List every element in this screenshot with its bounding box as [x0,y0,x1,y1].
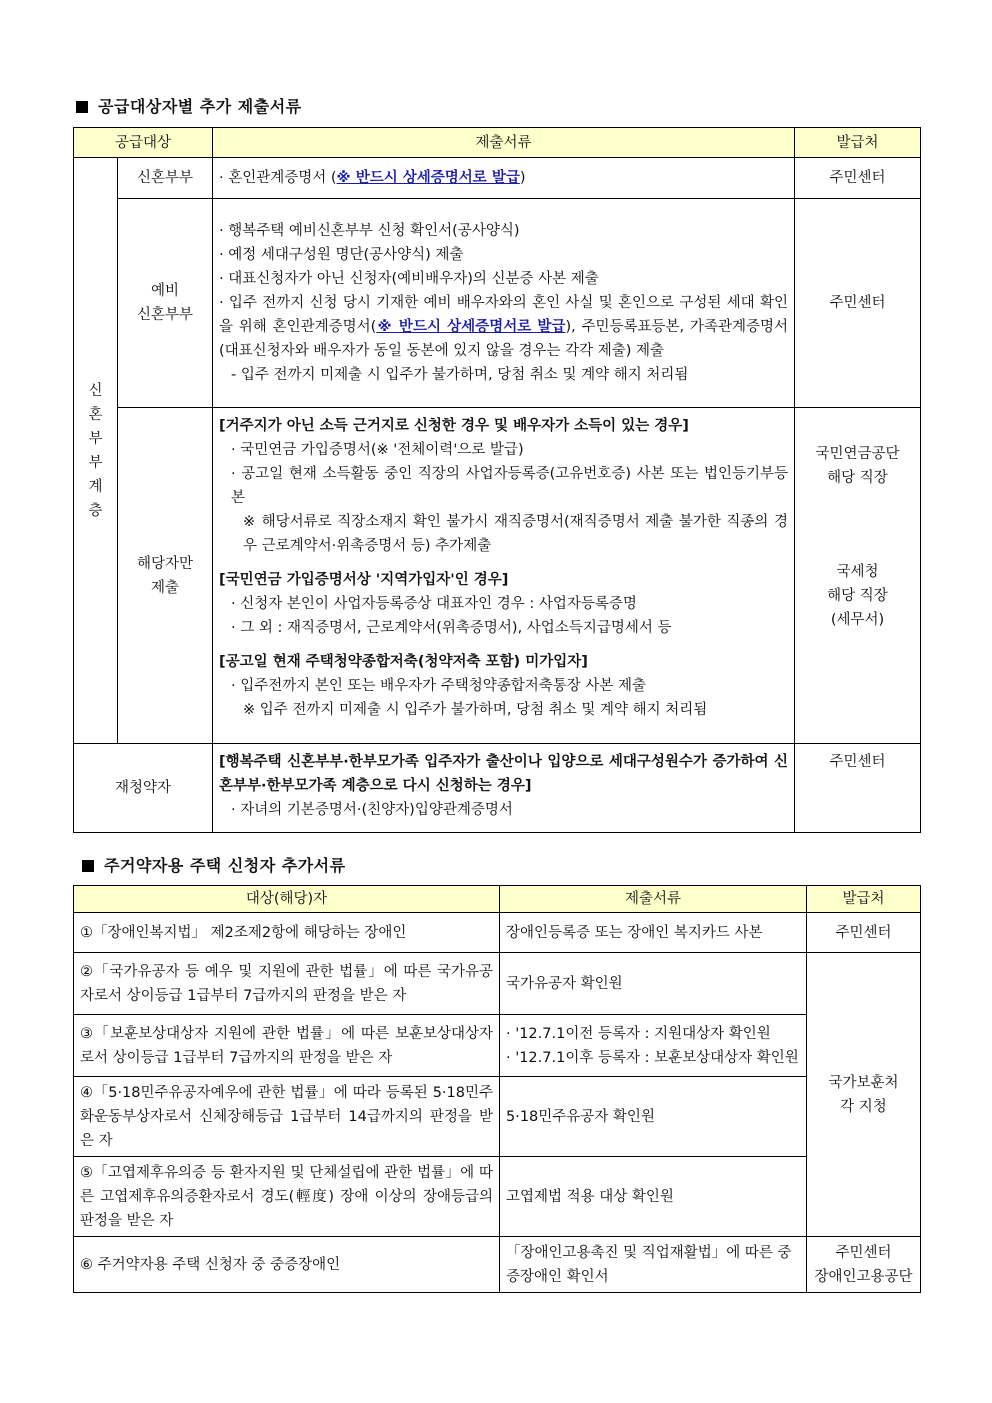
section1-heading [76,94,302,117]
square-bullet-icon [82,860,94,872]
label-applicable: 해당자만 제출 [118,408,213,744]
section2-heading [82,853,346,876]
section1-title: 공급대상자별 추가 제출서류 [98,97,302,116]
issuer-reapply: 주민센터 [795,744,921,833]
docs-newlywed: · 혼인관계증명서 (※ 반드시 상세증명서로 발급) [213,158,795,199]
header-issuer: 발급처 [795,128,921,158]
table-row: ①「장애인복지법」 제2조제2항에 해당하는 장애인 장애인등록증 또는 장애인 복지카드 사본 주민센터 [74,913,921,953]
header-docs: 제출서류 [213,128,795,158]
docs-applicable: [거주지가 아닌 소득 근거지로 신청한 경우 및 배우자가 소득이 있는 경우] · 국민연금 가입증명서(※ '전체이력'으로 발급) · 공고일 현재 소득활동 중인 직장의 사업자등록증(고유번호증) 사본 또는 법인등기부등본 ※ 해당서류로 직장소재지 확인 불가시 재직증명서(재직증명서 제출 불가한 직종의 경우 근로계약서·위촉증명서 등) 추가제출 [국민연금 가입증명서상 '지역가입자'인 경우] · 신청자 본인이 사업자등록증상 대표자인 경우 : 사업자등록증명 · 그 외 : 재직증명서, 근로계약서(위촉증명서), 사업소득지급명세서 등 [공고일 현재 주택청약종합저축(청약저축 포함) 미가입자] · 입주전까지 본인 또는 배우자가 주택청약종합저축통장 사본 제출 ※ 입주 전까지 미제출 시 입주가 불가하며, 당첨 취소 및 계약 해지 처리됨 [213,408,795,744]
square-bullet-icon [76,101,88,113]
header-target: 공급대상 [74,128,213,158]
table-row: ⑥ 주거약자용 주택 신청자 중 중증장애인 「장애인고용촉진 및 직업재활법」에 따른 중증장애인 확인서 주민센터 장애인고용공단 [74,1237,921,1293]
table-row-applicable [74,408,921,744]
table-row: ⑤「고엽제후유의증 등 환자지원 및 단체설립에 관한 법률」에 따른 고엽제후유의증환자로서 경도(輕度) 장애 이상의 장애등급의 판정을 받은 자 고엽제법 적용 대상 확인원 [74,1157,921,1237]
prospective-item4: · 입주 전까지 신청 당시 기재한 예비 배우자와의 혼인 사실 및 혼인으로 구성된 세대 확인을 위해 혼인관계증명서(※ 반드시 상세증명서로 발급), 주민등록표등본, 가족관계증명서(대표신청자와 배우자가 동일 동본에 있지 않을 경우는 각각 제출) 제출 [219,295,788,359]
table-row-reapply [74,744,921,833]
group-label-newlywed-class: 신 혼 부 부 계 층 [74,158,118,744]
table-row: ④「5·18민주유공자예우에 관한 법률」에 따라 등록된 5·18민주화운동부상자로서 신체장해등급 1급부터 14급까지의 판정을 받은 자 5·18민주유공자 확인원 [74,1077,921,1157]
docs-reapply: [행복주택 신혼부부·한부모가족 입주자가 출산이나 입양으로 세대구성원수가 증가하여 신혼부부·한부모가족 계층으로 다시 신청하는 경우] · 자녀의 기본증명서·(친양자)입양관계증명서 [213,744,795,833]
header2-docs: 제출서류 [500,886,807,913]
table-row: ③「보훈보상대상자 지원에 관한 법률」에 따른 보훈보상대상자로서 상이등급 1급부터 7급까지의 판정을 받은 자 · '12.7.1이전 등록자 : 지원대상자 확인원 · '12.7.1이후 등록자 : 보훈보상대상자 확인원 [74,1015,921,1077]
issuer-prospective: 주민센터 [795,199,921,408]
header2-issuer: 발급처 [807,886,921,913]
section2-title: 주거약자용 주택 신청자 추가서류 [104,856,346,875]
table-header-row [74,128,921,158]
issuer-applicable: 국민연금공단 해당 직장 국세청 해당 직장 (세무서) [795,408,921,744]
label-prospective: 예비 신혼부부 [118,199,213,408]
label-reapply: 재청약자 [74,744,213,833]
label-newlywed: 신혼부부 [118,158,213,199]
header2-target: 대상(해당)자 [74,886,500,913]
docs-prospective: · 행복주택 예비신혼부부 신청 확인서(공사양식) · 예정 세대구성원 명단(공사양식) 제출 · 대표신청자가 아닌 신청자(예비배우자)의 신분증 사본 제출 · 입주 전까지 신청 당시 기재한 예비 배우자와의 혼인 사실 및 혼인으로 구성된 세대 확인을 위해 혼인관계증명서(※ 반드시 상세증명서로 발급), 주민등록표등본, 가족관계증명서(대표신청자와 배우자가 동일 동본에 있지 않을 경우는 각각 제출) 제출 - 입주 전까지 미제출 시 입주가 불가하며, 당첨 취소 및 계약 해지 처리됨 [213,199,795,408]
supply-docs-table [73,127,921,833]
table-row-prospective [74,199,921,408]
table2-header-row [74,886,921,913]
table-row: ②「국가유공자 등 예우 및 지원에 관한 법률」에 따른 국가유공자로서 상이등급 1급부터 7급까지의 판정을 받은 자 국가유공자 확인원 국가보훈처 각 지청 [74,953,921,1015]
issuer-newlywed: 주민센터 [795,158,921,199]
weak-housing-docs-table [73,885,921,1293]
table-row-newlywed [74,158,921,199]
merged-issuer-veterans: 국가보훈처 각 지청 [807,953,921,1237]
